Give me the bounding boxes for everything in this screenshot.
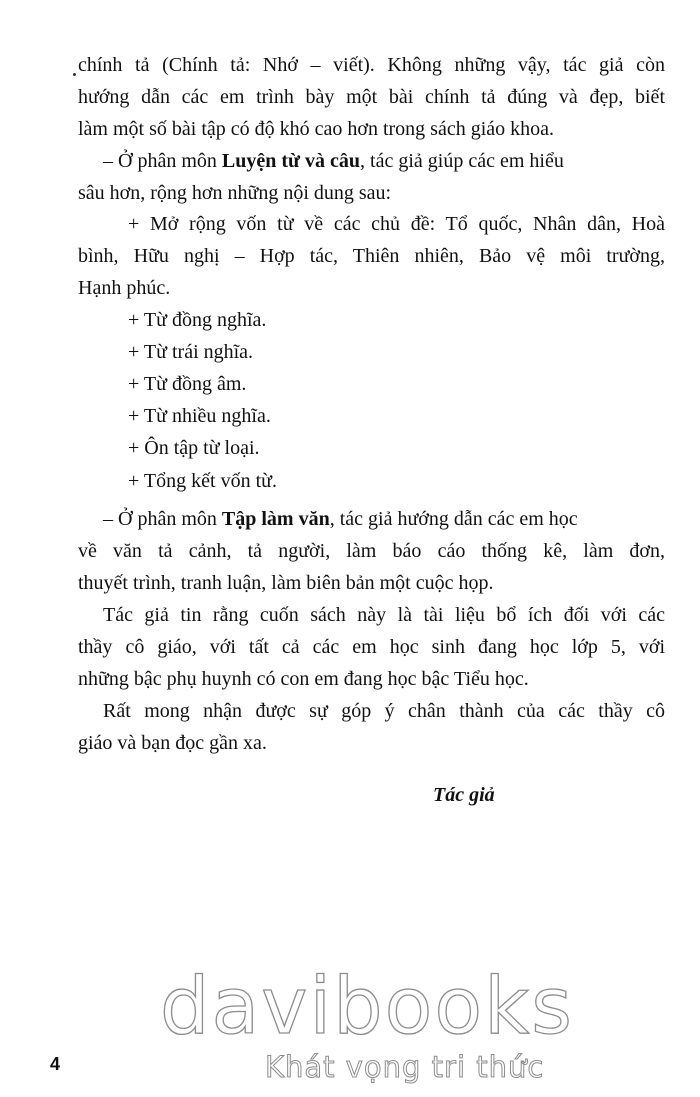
paragraph-line: giáo và bạn đọc gần xa. (78, 732, 267, 754)
paragraph-line (103, 505, 665, 533)
paragraph-line: bình, Hữu nghị – Hợp tác, Thiên nhiên, Bảo vệ môi trường, (78, 245, 665, 267)
subject-name: Luyện từ và câu (221, 150, 361, 172)
paragraph-line: những bậc phụ huynh có con em đang học bậc Tiểu học. (78, 668, 529, 690)
list-item: + Từ trái nghĩa. (128, 341, 254, 363)
paragraph-line: làm một số bài tập có độ khó cao hơn trong sách giáo khoa. (78, 118, 555, 140)
list-item: + Tổng kết vốn từ. (128, 470, 277, 492)
page-number: 4 (50, 1054, 61, 1074)
paragraph-line: thuyết trình, tranh luận, làm biên bản một cuộc họp. (78, 572, 494, 594)
paragraph-line: về văn tả cảnh, tả người, làm báo cáo thống kê, làm đơn, (78, 540, 665, 562)
paragraph-line: Hạnh phúc. (78, 277, 171, 299)
print-speck (73, 73, 76, 76)
paragraph-text: , tác giả hướng dẫn các em học (329, 508, 578, 530)
paragraph-text: , tác giả giúp các em hiểu (360, 150, 564, 172)
paragraph-line (103, 147, 665, 175)
list-item: + Từ nhiều nghĩa. (128, 405, 271, 427)
paragraph-text: – Ở phân môn (103, 508, 222, 530)
paragraph-text: – Ở phân môn (103, 150, 222, 172)
watermark-slogan: Khát vọng tri thức (265, 1050, 545, 1084)
paragraph-line: sâu hơn, rộng hơn những nội dung sau: (78, 182, 392, 204)
paragraph-line: Tác giả tin rằng cuốn sách này là tài liệu bổ ích đối với các (103, 604, 665, 626)
watermark-logo: davibooks (160, 962, 574, 1052)
list-item: + Ôn tập từ loại. (128, 437, 260, 459)
author-signature: Tác giả (433, 784, 495, 806)
paragraph-line: hướng dẫn các em trình bày một bài chính tả đúng và đẹp, biết (78, 86, 665, 108)
list-item: + Từ đồng âm. (128, 373, 247, 395)
subject-name: Tập làm văn (221, 508, 330, 530)
paragraph-line: + Mở rộng vốn từ về các chủ đề: Tổ quốc, Nhân dân, Hoà (128, 213, 665, 235)
list-item: + Từ đồng nghĩa. (128, 309, 267, 331)
paragraph-line: thầy cô giáo, với tất cả các em học sinh đang học lớp 5, với (78, 636, 665, 658)
paragraph-line: Rất mong nhận được sự góp ý chân thành của các thầy cô (103, 700, 665, 722)
paragraph-line: chính tả (Chính tả: Nhớ – viết). Không những vậy, tác giả còn (78, 54, 665, 76)
